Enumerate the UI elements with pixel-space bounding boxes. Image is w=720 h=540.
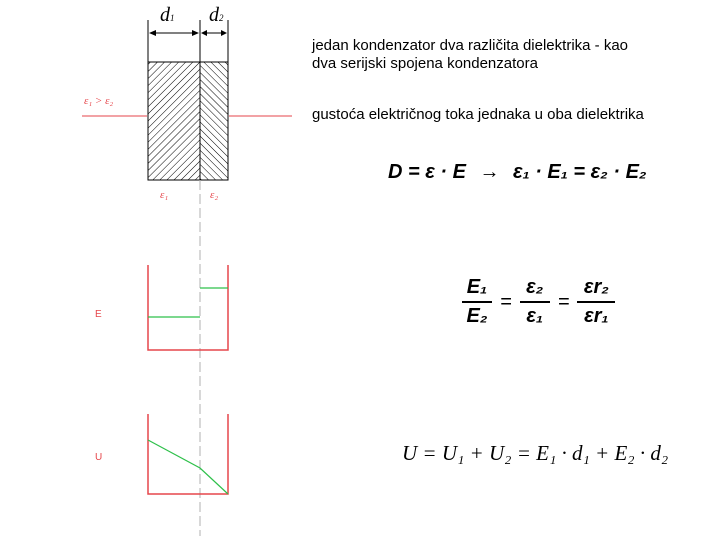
dielectric-2 [200, 62, 228, 180]
eps-condition-label: ε₁ > ε₂ [84, 95, 114, 107]
formula-field-ratio [462, 276, 615, 328]
voltage-graph [148, 414, 228, 494]
description-line-1: jedan kondenzator dva različita dielektrika - kao [312, 37, 629, 54]
equals-sign-1: = [500, 290, 512, 313]
description-line-2: dva serijski spojena kondenzatora [312, 55, 538, 72]
fraction-eps [520, 276, 550, 328]
eps2-label: ε₂ [210, 189, 219, 201]
fraction-epsr [577, 276, 615, 328]
equals-sign-2: = [557, 290, 570, 313]
formula-flux-density [388, 161, 647, 184]
u-axis-label: U [95, 452, 103, 463]
d1-label [160, 4, 175, 27]
d1-subscript: 1 [170, 13, 175, 23]
formula-1-rhs: ε₁ · E₁ = ε₂ · E₂ [513, 161, 647, 183]
eps1-label: ε₁ [160, 189, 169, 201]
d1-letter: d [160, 4, 170, 26]
d2-subscript: 2 [219, 13, 224, 23]
fraction-e [462, 276, 492, 328]
d2-label [209, 4, 224, 27]
arrow-icon: → [479, 161, 500, 183]
formula-voltage-sum: U = U₁ + U₂ = E₁ · d₁ + E₂ · d₂ [402, 441, 669, 465]
fraction-e-denominator: E₂ [466, 305, 488, 327]
fraction-eps-numerator: ε₂ [526, 276, 544, 298]
fraction-eps-denominator: ε₁ [526, 305, 543, 327]
fraction-epsr-denominator: εr₁ [584, 305, 609, 327]
fraction-e-numerator: E₁ [466, 276, 488, 298]
e-axis-label: E [95, 309, 102, 320]
d2-letter: d [209, 4, 219, 26]
fraction-epsr-numerator: εr₂ [583, 276, 609, 298]
description-line-3: gustoća električnog toka jednaka u oba dielektrika [312, 106, 644, 123]
dielectric-1 [148, 62, 200, 180]
e-field-graph [148, 265, 228, 350]
formula-1-lhs: D = ε · E [388, 161, 466, 183]
